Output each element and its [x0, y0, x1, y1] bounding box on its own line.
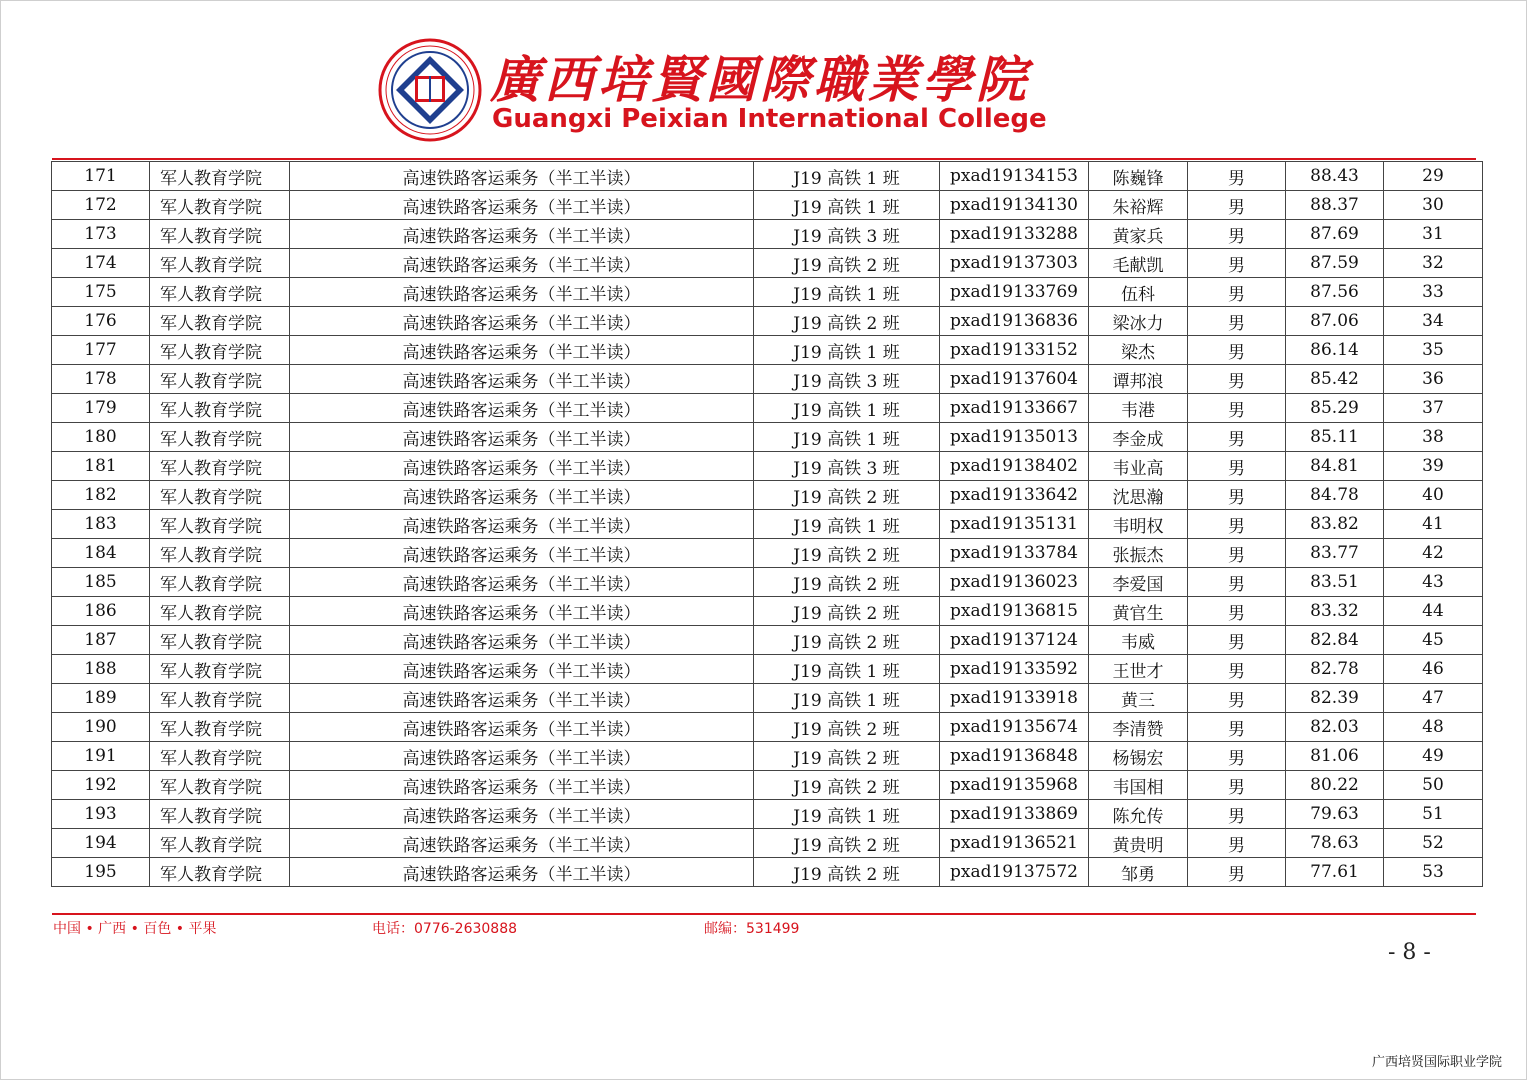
cell-name: 韦明权 [1089, 510, 1188, 539]
cell-rank: 43 [1384, 568, 1483, 597]
cell-score: 87.69 [1286, 220, 1384, 249]
cell-class: J19 高铁 1 班 [754, 336, 940, 365]
cell-student-id: pxad19135131 [940, 510, 1089, 539]
cell-name: 谭邦浪 [1089, 365, 1188, 394]
cell-seq: 191 [52, 742, 150, 771]
letterhead [378, 38, 1047, 148]
cell-gender: 男 [1188, 249, 1286, 278]
table-row [52, 829, 1483, 858]
cell-student-id: pxad19136836 [940, 307, 1089, 336]
cell-name: 李金成 [1089, 423, 1188, 452]
cell-name: 王世才 [1089, 655, 1188, 684]
cell-dept: 军人教育学院 [150, 452, 290, 481]
cell-major: 高速铁路客运乘务（半工半读） [290, 597, 754, 626]
cell-student-id: pxad19134153 [940, 162, 1089, 191]
cell-dept: 军人教育学院 [150, 336, 290, 365]
cell-dept: 军人教育学院 [150, 713, 290, 742]
cell-dept: 军人教育学院 [150, 539, 290, 568]
cell-gender: 男 [1188, 191, 1286, 220]
cell-rank: 39 [1384, 452, 1483, 481]
cell-name: 沈思瀚 [1089, 481, 1188, 510]
cell-class: J19 高铁 3 班 [754, 220, 940, 249]
cell-seq: 179 [52, 394, 150, 423]
table-row [52, 684, 1483, 713]
cell-class: J19 高铁 2 班 [754, 858, 940, 887]
cell-rank: 46 [1384, 655, 1483, 684]
cell-gender: 男 [1188, 829, 1286, 858]
cell-major: 高速铁路客运乘务（半工半读） [290, 336, 754, 365]
cell-major: 高速铁路客运乘务（半工半读） [290, 800, 754, 829]
cell-gender: 男 [1188, 510, 1286, 539]
cell-seq: 187 [52, 626, 150, 655]
cell-dept: 军人教育学院 [150, 684, 290, 713]
cell-gender: 男 [1188, 278, 1286, 307]
cell-student-id: pxad19135968 [940, 771, 1089, 800]
cell-seq: 189 [52, 684, 150, 713]
cell-rank: 42 [1384, 539, 1483, 568]
cell-student-id: pxad19133769 [940, 278, 1089, 307]
cell-rank: 32 [1384, 249, 1483, 278]
cell-seq: 182 [52, 481, 150, 510]
cell-name: 黄三 [1089, 684, 1188, 713]
cell-seq: 194 [52, 829, 150, 858]
table-row [52, 597, 1483, 626]
footer-divider [52, 913, 1476, 915]
cell-major: 高速铁路客运乘务（半工半读） [290, 771, 754, 800]
cell-name: 韦港 [1089, 394, 1188, 423]
table-row [52, 423, 1483, 452]
table-row [52, 510, 1483, 539]
cell-seq: 192 [52, 771, 150, 800]
cell-major: 高速铁路客运乘务（半工半读） [290, 249, 754, 278]
cell-class: J19 高铁 3 班 [754, 452, 940, 481]
cell-dept: 军人教育学院 [150, 858, 290, 887]
cell-dept: 军人教育学院 [150, 771, 290, 800]
cell-name: 陈允传 [1089, 800, 1188, 829]
cell-score: 87.59 [1286, 249, 1384, 278]
cell-score: 81.06 [1286, 742, 1384, 771]
cell-major: 高速铁路客运乘务（半工半读） [290, 568, 754, 597]
cell-dept: 军人教育学院 [150, 365, 290, 394]
cell-student-id: pxad19133784 [940, 539, 1089, 568]
cell-rank: 49 [1384, 742, 1483, 771]
cell-student-id: pxad19133667 [940, 394, 1089, 423]
score-table [51, 161, 1483, 887]
cell-seq: 183 [52, 510, 150, 539]
cell-major: 高速铁路客运乘务（半工半读） [290, 365, 754, 394]
cell-class: J19 高铁 2 班 [754, 539, 940, 568]
cell-student-id: pxad19136521 [940, 829, 1089, 858]
cell-rank: 36 [1384, 365, 1483, 394]
cell-score: 82.39 [1286, 684, 1384, 713]
cell-dept: 军人教育学院 [150, 191, 290, 220]
table-body [52, 162, 1483, 887]
cell-major: 高速铁路客运乘务（半工半读） [290, 307, 754, 336]
cell-score: 85.11 [1286, 423, 1384, 452]
cell-name: 韦业高 [1089, 452, 1188, 481]
cell-gender: 男 [1188, 423, 1286, 452]
cell-name: 张振杰 [1089, 539, 1188, 568]
cell-major: 高速铁路客运乘务（半工半读） [290, 162, 754, 191]
cell-rank: 34 [1384, 307, 1483, 336]
cell-dept: 军人教育学院 [150, 800, 290, 829]
cell-rank: 38 [1384, 423, 1483, 452]
cell-name: 黄贵明 [1089, 829, 1188, 858]
cell-seq: 190 [52, 713, 150, 742]
cell-major: 高速铁路客运乘务（半工半读） [290, 713, 754, 742]
cell-score: 87.56 [1286, 278, 1384, 307]
cell-dept: 军人教育学院 [150, 481, 290, 510]
cell-class: J19 高铁 2 班 [754, 713, 940, 742]
cell-class: J19 高铁 2 班 [754, 742, 940, 771]
cell-rank: 40 [1384, 481, 1483, 510]
cell-name: 毛献凯 [1089, 249, 1188, 278]
cell-seq: 181 [52, 452, 150, 481]
cell-major: 高速铁路客运乘务（半工半读） [290, 684, 754, 713]
cell-major: 高速铁路客运乘务（半工半读） [290, 510, 754, 539]
cell-rank: 45 [1384, 626, 1483, 655]
table-row [52, 336, 1483, 365]
table-row [52, 568, 1483, 597]
cell-seq: 177 [52, 336, 150, 365]
cell-class: J19 高铁 1 班 [754, 394, 940, 423]
cell-student-id: pxad19133152 [940, 336, 1089, 365]
cell-score: 82.03 [1286, 713, 1384, 742]
cell-seq: 171 [52, 162, 150, 191]
cell-name: 陈巍锋 [1089, 162, 1188, 191]
cell-dept: 军人教育学院 [150, 162, 290, 191]
cell-student-id: pxad19136815 [940, 597, 1089, 626]
cell-dept: 军人教育学院 [150, 249, 290, 278]
cell-major: 高速铁路客运乘务（半工半读） [290, 626, 754, 655]
cell-student-id: pxad19138402 [940, 452, 1089, 481]
cell-score: 79.63 [1286, 800, 1384, 829]
cell-rank: 52 [1384, 829, 1483, 858]
cell-student-id: pxad19136023 [940, 568, 1089, 597]
cell-major: 高速铁路客运乘务（半工半读） [290, 655, 754, 684]
cell-major: 高速铁路客运乘务（半工半读） [290, 742, 754, 771]
cell-seq: 172 [52, 191, 150, 220]
cell-seq: 186 [52, 597, 150, 626]
cell-rank: 41 [1384, 510, 1483, 539]
cell-dept: 军人教育学院 [150, 742, 290, 771]
cell-name: 杨锡宏 [1089, 742, 1188, 771]
cell-major: 高速铁路客运乘务（半工半读） [290, 278, 754, 307]
cell-class: J19 高铁 1 班 [754, 162, 940, 191]
cell-dept: 军人教育学院 [150, 307, 290, 336]
cell-rank: 31 [1384, 220, 1483, 249]
cell-major: 高速铁路客运乘务（半工半读） [290, 423, 754, 452]
cell-score: 77.61 [1286, 858, 1384, 887]
cell-major: 高速铁路客运乘务（半工半读） [290, 858, 754, 887]
cell-score: 86.14 [1286, 336, 1384, 365]
cell-name: 黄官生 [1089, 597, 1188, 626]
cell-class: J19 高铁 1 班 [754, 423, 940, 452]
cell-dept: 军人教育学院 [150, 220, 290, 249]
cell-gender: 男 [1188, 539, 1286, 568]
table-row [52, 452, 1483, 481]
cell-rank: 47 [1384, 684, 1483, 713]
cell-score: 83.77 [1286, 539, 1384, 568]
cell-student-id: pxad19133288 [940, 220, 1089, 249]
cell-rank: 44 [1384, 597, 1483, 626]
table-row [52, 307, 1483, 336]
cell-score: 83.82 [1286, 510, 1384, 539]
cell-gender: 男 [1188, 713, 1286, 742]
cell-student-id: pxad19137572 [940, 858, 1089, 887]
footer-phone: 电话：0776-2630888 [372, 921, 518, 937]
cell-gender: 男 [1188, 307, 1286, 336]
table-row [52, 713, 1483, 742]
cell-rank: 30 [1384, 191, 1483, 220]
cell-class: J19 高铁 2 班 [754, 597, 940, 626]
cell-rank: 50 [1384, 771, 1483, 800]
cell-seq: 176 [52, 307, 150, 336]
cell-rank: 33 [1384, 278, 1483, 307]
cell-major: 高速铁路客运乘务（半工半读） [290, 481, 754, 510]
table-row [52, 800, 1483, 829]
cell-name: 邹勇 [1089, 858, 1188, 887]
cell-dept: 军人教育学院 [150, 510, 290, 539]
cell-seq: 193 [52, 800, 150, 829]
cell-gender: 男 [1188, 220, 1286, 249]
cell-class: J19 高铁 1 班 [754, 191, 940, 220]
cell-score: 84.81 [1286, 452, 1384, 481]
cell-class: J19 高铁 1 班 [754, 278, 940, 307]
cell-seq: 173 [52, 220, 150, 249]
table-row [52, 771, 1483, 800]
cell-dept: 军人教育学院 [150, 394, 290, 423]
cell-gender: 男 [1188, 684, 1286, 713]
page-number: - 8 - [1388, 940, 1431, 965]
cell-score: 85.42 [1286, 365, 1384, 394]
cell-student-id: pxad19133592 [940, 655, 1089, 684]
cell-gender: 男 [1188, 162, 1286, 191]
cell-score: 80.22 [1286, 771, 1384, 800]
cell-score: 88.43 [1286, 162, 1384, 191]
cell-student-id: pxad19136848 [940, 742, 1089, 771]
cell-gender: 男 [1188, 742, 1286, 771]
cell-gender: 男 [1188, 481, 1286, 510]
cell-student-id: pxad19137303 [940, 249, 1089, 278]
footer-postcode: 邮编：531499 [704, 921, 800, 937]
cell-major: 高速铁路客运乘务（半工半读） [290, 220, 754, 249]
cell-class: J19 高铁 1 班 [754, 684, 940, 713]
cell-major: 高速铁路客运乘务（半工半读） [290, 452, 754, 481]
cell-score: 82.78 [1286, 655, 1384, 684]
cell-name: 李爱国 [1089, 568, 1188, 597]
footer-location: 中国 • 广西 • 百色 • 平果 [53, 921, 217, 937]
cell-name: 朱裕辉 [1089, 191, 1188, 220]
cell-major: 高速铁路客运乘务（半工半读） [290, 191, 754, 220]
table-row [52, 626, 1483, 655]
table-row [52, 220, 1483, 249]
cell-class: J19 高铁 2 班 [754, 771, 940, 800]
cell-dept: 军人教育学院 [150, 829, 290, 858]
cell-rank: 35 [1384, 336, 1483, 365]
cell-rank: 48 [1384, 713, 1483, 742]
cell-name: 梁冰力 [1089, 307, 1188, 336]
cell-rank: 53 [1384, 858, 1483, 887]
cell-dept: 军人教育学院 [150, 278, 290, 307]
cell-gender: 男 [1188, 336, 1286, 365]
cell-student-id: pxad19137604 [940, 365, 1089, 394]
cell-class: J19 高铁 2 班 [754, 829, 940, 858]
cell-gender: 男 [1188, 800, 1286, 829]
cell-gender: 男 [1188, 597, 1286, 626]
cell-name: 李清赞 [1089, 713, 1188, 742]
cell-class: J19 高铁 2 班 [754, 249, 940, 278]
cell-class: J19 高铁 1 班 [754, 800, 940, 829]
cell-score: 87.06 [1286, 307, 1384, 336]
cell-name: 黄家兵 [1089, 220, 1188, 249]
cell-seq: 195 [52, 858, 150, 887]
table-row [52, 655, 1483, 684]
cell-score: 88.37 [1286, 191, 1384, 220]
cell-score: 84.78 [1286, 481, 1384, 510]
cell-rank: 51 [1384, 800, 1483, 829]
table-row [52, 162, 1483, 191]
cell-class: J19 高铁 2 班 [754, 626, 940, 655]
cell-gender: 男 [1188, 771, 1286, 800]
cell-dept: 军人教育学院 [150, 568, 290, 597]
cell-dept: 军人教育学院 [150, 423, 290, 452]
cell-student-id: pxad19137124 [940, 626, 1089, 655]
cell-student-id: pxad19135013 [940, 423, 1089, 452]
table-row [52, 365, 1483, 394]
cell-class: J19 高铁 1 班 [754, 655, 940, 684]
cell-seq: 178 [52, 365, 150, 394]
table-row [52, 481, 1483, 510]
cell-seq: 184 [52, 539, 150, 568]
cell-gender: 男 [1188, 858, 1286, 887]
cell-seq: 174 [52, 249, 150, 278]
cell-major: 高速铁路客运乘务（半工半读） [290, 539, 754, 568]
cell-rank: 37 [1384, 394, 1483, 423]
college-name-en: Guangxi Peixian International College [492, 104, 1047, 134]
cell-name: 韦威 [1089, 626, 1188, 655]
cell-seq: 180 [52, 423, 150, 452]
cell-major: 高速铁路客运乘务（半工半读） [290, 394, 754, 423]
cell-class: J19 高铁 2 班 [754, 481, 940, 510]
cell-gender: 男 [1188, 626, 1286, 655]
cell-gender: 男 [1188, 452, 1286, 481]
cell-gender: 男 [1188, 655, 1286, 684]
cell-student-id: pxad19133642 [940, 481, 1089, 510]
cell-class: J19 高铁 3 班 [754, 365, 940, 394]
cell-student-id: pxad19133869 [940, 800, 1089, 829]
cell-dept: 军人教育学院 [150, 655, 290, 684]
cell-rank: 29 [1384, 162, 1483, 191]
college-seal-logo [378, 38, 482, 142]
cell-gender: 男 [1188, 568, 1286, 597]
cell-major: 高速铁路客运乘务（半工半读） [290, 829, 754, 858]
table-row [52, 278, 1483, 307]
table-row [52, 858, 1483, 887]
watermark-text: 广西培贤国际职业学院 [1372, 1055, 1503, 1070]
cell-score: 83.32 [1286, 597, 1384, 626]
cell-student-id: pxad19133918 [940, 684, 1089, 713]
cell-dept: 军人教育学院 [150, 597, 290, 626]
cell-name: 韦国相 [1089, 771, 1188, 800]
table-row [52, 539, 1483, 568]
cell-student-id: pxad19135674 [940, 713, 1089, 742]
table-row [52, 394, 1483, 423]
cell-score: 83.51 [1286, 568, 1384, 597]
table-row [52, 742, 1483, 771]
cell-seq: 175 [52, 278, 150, 307]
table-row [52, 191, 1483, 220]
cell-dept: 军人教育学院 [150, 626, 290, 655]
cell-gender: 男 [1188, 365, 1286, 394]
college-name-cn: 廣西培賢國際職業學院 [490, 50, 1030, 109]
cell-class: J19 高铁 1 班 [754, 510, 940, 539]
cell-class: J19 高铁 2 班 [754, 568, 940, 597]
cell-score: 85.29 [1286, 394, 1384, 423]
header-divider [52, 158, 1476, 160]
cell-seq: 185 [52, 568, 150, 597]
cell-seq: 188 [52, 655, 150, 684]
cell-class: J19 高铁 2 班 [754, 307, 940, 336]
cell-score: 78.63 [1286, 829, 1384, 858]
cell-name: 伍科 [1089, 278, 1188, 307]
cell-name: 梁杰 [1089, 336, 1188, 365]
cell-score: 82.84 [1286, 626, 1384, 655]
cell-gender: 男 [1188, 394, 1286, 423]
table-row [52, 249, 1483, 278]
cell-student-id: pxad19134130 [940, 191, 1089, 220]
